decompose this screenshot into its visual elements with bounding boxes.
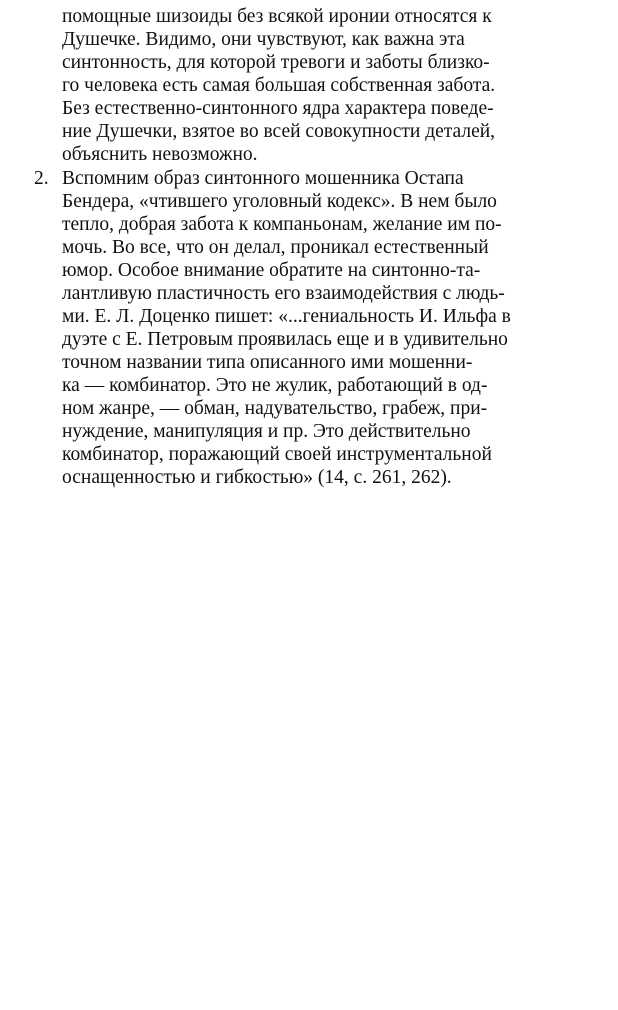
list-item-number: 2. [34, 168, 49, 189]
list-item-line: комбинатор, поражающий своей инструментальной [62, 444, 492, 465]
text-line: синтонность, для которой тревоги и заботы близко- [62, 52, 490, 73]
list-item-line: ном жанре, — обман, надувательство, грабеж, при- [62, 398, 488, 419]
list-item-line: ми. Е. Л. Доценко пишет: «...гениальность И. Ильфа в [62, 306, 511, 327]
list-item-line: нуждение, манипуляция и пр. Это действительно [62, 421, 471, 442]
list-item-line: ка — комбинатор. Это не жулик, работающий в од- [62, 375, 488, 396]
text-line: ние Душечки, взятое во всей совокупности деталей, [62, 121, 496, 142]
text-line: помощные шизоиды без всякой иронии относятся к [62, 6, 492, 27]
list-item-line: Бендера, «чтившего уголовный кодекс». В нем было [62, 191, 497, 212]
text-line: объяснить невозможно. [62, 144, 258, 165]
list-item-line: Вспомним образ синтонного мошенника Остапа [62, 168, 464, 189]
text-line: Душечке. Видимо, они чувствуют, как важна эта [62, 29, 465, 50]
text-line: Без естественно-синтонного ядра характера поведе- [62, 98, 494, 119]
list-item-line: мочь. Во все, что он делал, проникал естественный [62, 237, 489, 258]
list-item-line: лантливую пластичность его взаимодействия с людь- [62, 283, 505, 304]
text-line: го человека есть самая большая собственная забота. [62, 75, 496, 96]
list-item-line: юмор. Особое внимание обратите на синтонно-та- [62, 260, 481, 281]
list-item-line: тепло, добрая забота к компаньонам, желание им по- [62, 214, 502, 235]
list-item-line: точном названии типа описанного ими мошенни- [62, 352, 473, 373]
list-item-line: оснащенностью и гибкостью» (14, с. 261, 262). [62, 467, 452, 488]
list-item-line: дуэте с Е. Петровым проявилась еще и в удивительно [62, 329, 508, 350]
